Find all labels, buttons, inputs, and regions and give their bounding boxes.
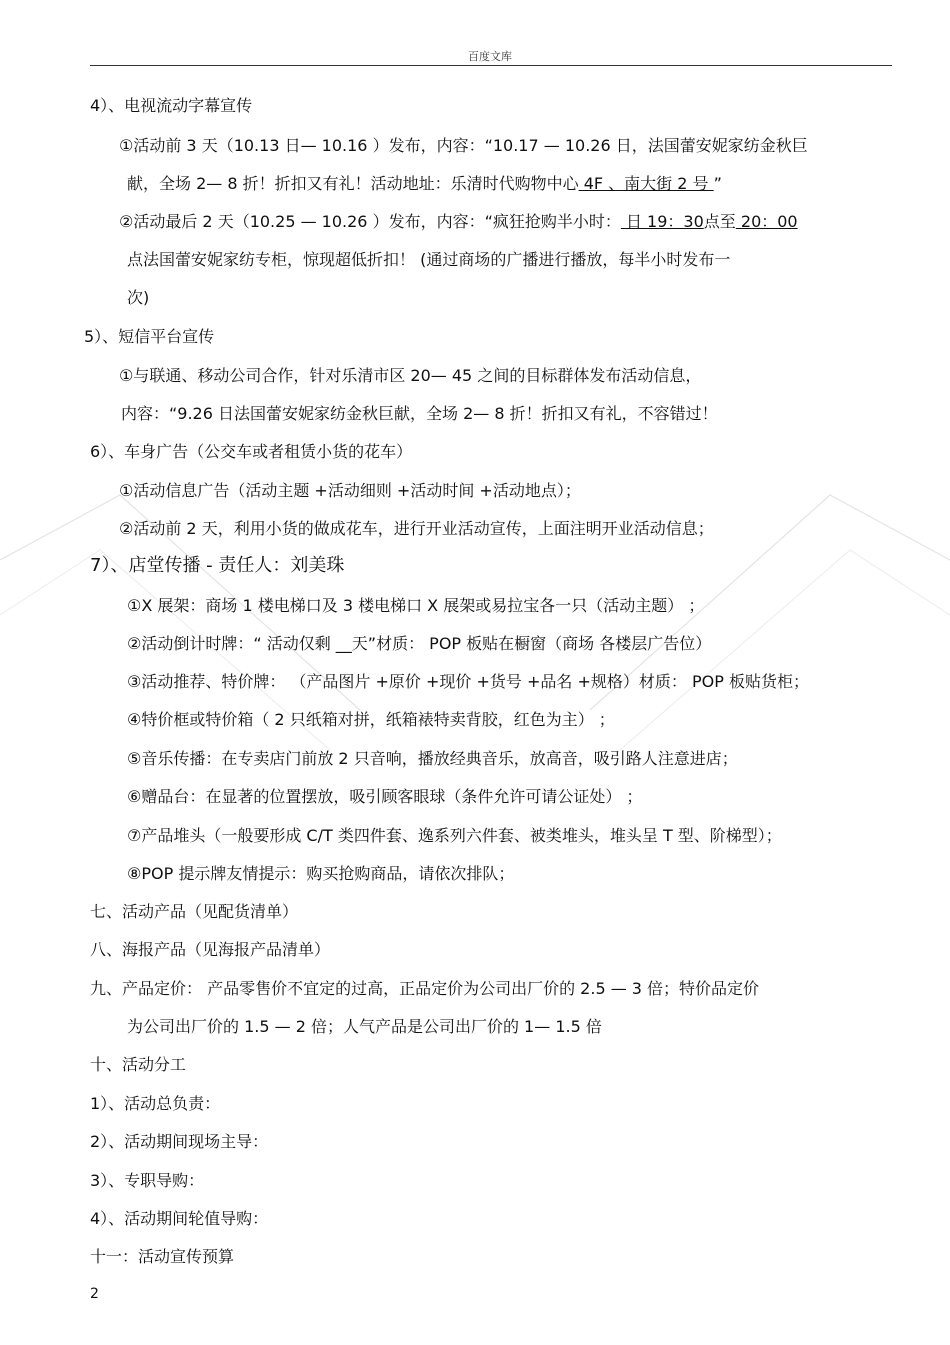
- section-heading: 6）、车身广告（公交车或者租赁小货的花车）: [90, 442, 413, 461]
- underlined-text: 4F 、南大街 2 号: [578, 174, 714, 193]
- section-heading: 4）、电视流动字幕宣传: [90, 96, 253, 115]
- list-item: ①X 展架：商场 1 楼电梯口及 3 楼电梯口 X 展架或易拉宝各一只（活动主题） ；: [127, 596, 705, 615]
- paragraph-line: 内容：“9.26 日法国蕾安妮家纺金秋巨献，全场 2— 8 折！折扣又有礼，不容错过！: [121, 404, 718, 423]
- text-span: 点至: [703, 212, 736, 231]
- list-item: ④特价框或特价箱（ 2 只纸箱对拼，纸箱裱特卖背胶，红色为主） ；: [127, 710, 615, 729]
- list-item: ⑥赠品台：在显著的位置摆放，吸引顾客眼球（条件允许可请公证处） ；: [127, 787, 643, 806]
- list-item: 3）、专职导购：: [90, 1171, 205, 1190]
- paragraph-line: [127, 174, 722, 194]
- paragraph-line: 九、产品定价： 产品零售价不宜定的过高，正品定价为公司出厂价的 2.5 — 3 倍；特价品定价: [90, 979, 760, 998]
- paragraph-line: 点法国蕾安妮家纺专柜，惊现超低折扣！ (通过商场的广播进行播放，每半小时发布一: [127, 250, 731, 269]
- section-heading: 八、海报产品（见海报产品清单）: [90, 940, 331, 959]
- underlined-time: 20：00: [735, 212, 798, 231]
- paragraph-line: ①与联通、移动公司合作，针对乐清市区 20— 45 之间的目标群体发布活动信息，: [119, 366, 702, 385]
- paragraph-line: [119, 212, 798, 232]
- header-title: 百度文库: [468, 50, 512, 63]
- paragraph-line: ①活动信息广告（活动主题 +活动细则 +活动时间 +活动地点）；: [119, 481, 581, 500]
- header-rule: [90, 65, 892, 66]
- paragraph-line: 次): [127, 288, 150, 307]
- section-heading: 十、活动分工: [90, 1055, 187, 1074]
- section-heading: 7）、店堂传播 - 责任人：刘美珠: [90, 555, 345, 576]
- list-item: ⑧POP 提示牌友情提示：购买抢购商品，请依次排队；: [127, 864, 515, 883]
- text-span: ”: [713, 174, 722, 193]
- section-heading: 十一：活动宣传预算: [90, 1247, 235, 1266]
- underlined-time: 19：30: [647, 212, 704, 231]
- list-item: ③活动推荐、特价牌： （产品图片 +原价 +现价 +货号 +品名 +规格）材质： POP 板贴货柜；: [127, 672, 809, 691]
- list-item: 4）、活动期间轮值导购：: [90, 1209, 269, 1228]
- list-item: 1）、活动总负责：: [90, 1094, 221, 1113]
- page-number: 2: [90, 1286, 99, 1302]
- list-item: 2）、活动期间现场主导：: [90, 1132, 269, 1151]
- list-item: ⑤音乐传播：在专卖店门前放 2 只音响，播放经典音乐，放高音，吸引路人注意进店；: [127, 749, 738, 768]
- underlined-text: 日: [625, 212, 648, 231]
- section-heading: 七、活动产品（见配货清单）: [90, 902, 299, 921]
- paragraph-line: 为公司出厂价的 1.5 — 2 倍；人气产品是公司出厂价的 1— 1.5 倍: [127, 1017, 602, 1036]
- paragraph-line: ①活动前 3 天（10.13 日— 10.16 ）发布，内容：“10.17 — 10.26 日，法国蕾安妮家纺金秋巨: [119, 136, 808, 155]
- list-item: ②活动倒计时牌：“ 活动仅剩 __天”材质： POP 板贴在橱窗（商场 各楼层广告位）: [127, 634, 712, 653]
- paragraph-line: ②活动前 2 天，利用小货的做成花车，进行开业活动宣传，上面注明开业活动信息；: [119, 519, 714, 538]
- list-item: ⑦产品堆头（一般要形成 C/T 类四件套、逸系列六件套、被类堆头，堆头呈 T 型、阶梯型）；: [127, 826, 782, 845]
- text-span: ②活动最后 2 天（10.25 — 10.26 ）发布，内容：“疯狂抢购半小时：: [119, 212, 621, 231]
- section-heading: 5）、短信平台宣传: [84, 327, 215, 346]
- text-span: 献，全场 2— 8 折！折扣又有礼！活动地址：乐清时代购物中心: [127, 174, 579, 193]
